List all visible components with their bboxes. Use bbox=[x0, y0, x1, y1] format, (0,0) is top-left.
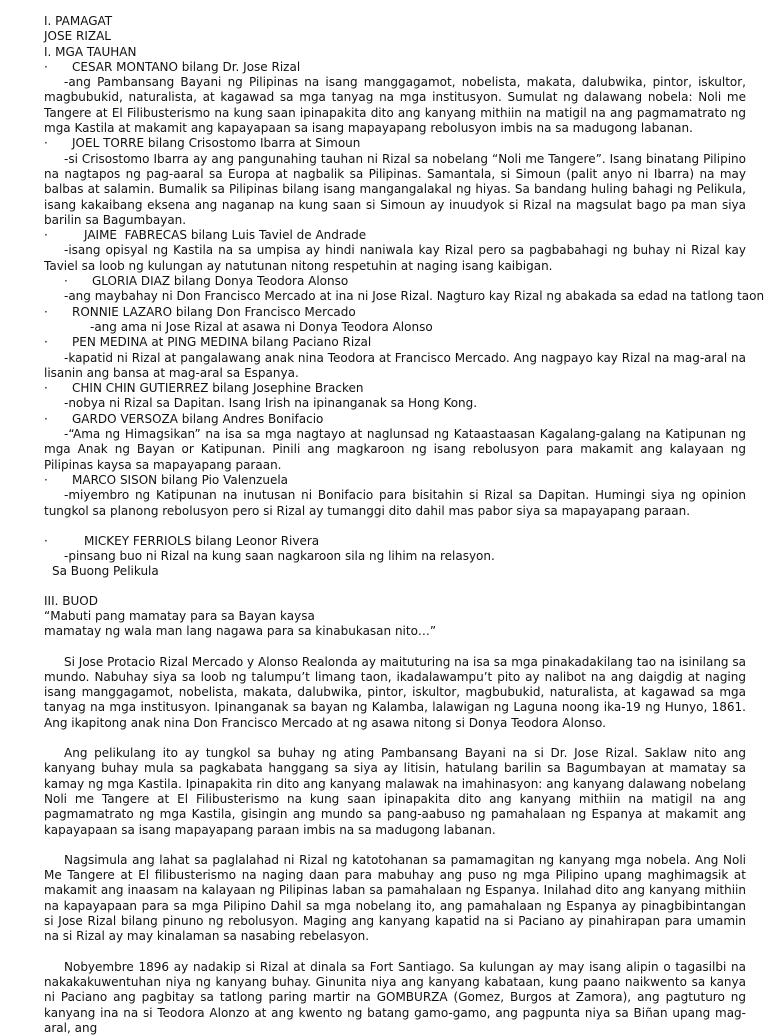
bullet-icon: · bbox=[44, 335, 48, 350]
cast-name-text: GLORIA DIAZ bilang Donya Teodora Alonso bbox=[92, 274, 349, 289]
spacer bbox=[44, 945, 746, 960]
bullet-icon: · bbox=[44, 411, 48, 426]
cast-name-text: MICKEY FERRIOLS bilang Leonor Rivera bbox=[84, 533, 320, 548]
cast-name bbox=[44, 228, 746, 243]
bullet-icon: · bbox=[64, 274, 68, 289]
quote-line: “Mabuti pang mamatay para sa Bayan kaysa bbox=[44, 608, 315, 623]
summary-paragraph: Nagsimula ang lahat sa paglalahad ni Rizal ng katotohanan sa pamamagitan ng kanyang mga nobela. Ang Noli Me Tangere at El filibusterismo na naging daan para mabuhay ang puso ng mga Pilipino upang maghimagsik at makamit ang inaasam na kalayaan ng Pilipinas laban sa pamahalaan ng Espanya. Inilahad dito ang kanyang mithiin na kapayapaan para sa mga Pilipino Dahil sa mga nobelang ito, ang pamahalaan ng Espanya ay pinagbibintangan si Jose Rizal bilang pinuno ng rebolusyon. Maging ang kanyang kapatid na si Paciano ay pinahirapan para umamin na si Rizal ay may kinalaman sa nasabing rebelasyon. bbox=[44, 852, 746, 944]
spacer bbox=[44, 519, 746, 534]
cast-name bbox=[44, 335, 746, 350]
cast-name-text: PEN MEDINA at PING MEDINA bilang Paciano Rizal bbox=[72, 335, 372, 350]
cast-description: -nobya ni Rizal sa Dapitan. Isang Irish na ipinanganak sa Hong Kong. bbox=[64, 396, 478, 411]
summary-paragraph: Si Jose Protacio Rizal Mercado y Alonso Realonda ay maituturing na isa sa mga pinakadakilang tao na isinilang sa mundo. Nabuhay siya sa loob ng talumpu’t limang taon, ikadalawampu’t pito ay nalibot na ang daigdig at naging isang manggagamot, nobelista, makata, dalubwika, pintor, iskultor, magbubukid, naturalista, at kagawad sa mga tanyag na mga institusyon. Ipinanganak sa bayan ng Kalamba, lalawigan ng Laguna noong ika-19 ng Hunyo, 1861. Ang ikapitong anak nina Don Francisco Mercado at ng asawa nitong si Donya Teodora Alonso. bbox=[44, 654, 746, 730]
cast-description: -si Crisostomo Ibarra ay ang pangunahing tauhan ni Rizal sa nobelang “Noli me Tangere”. Isang binatang Pilipino na nagtapos ng pag-aaral sa Europa at nagbalik sa Pilipinas. Samantala, si Simoun (palit anyo ni Ibarra) na may balbas at salamin. Bumalik sa Pilipinas bilang isang mangangalakal ng hiyas. Sa bandang huling bahagi ng Pelikula, isang kakaibang eksena ang naganap na kung saan si Simoun ay inuudyok si Rizal na magsulat bago pa man siya barilin sa Bagumbayan. bbox=[44, 151, 746, 227]
cast-description: -ang Pambansang Bayani ng Pilipinas na isang manggagamot, nobelista, makata, dalubwika, pintor, iskultor, magbubukid, naturalista, at kagawad sa mga tanyag na mga institusyon. Sumulat ng dalawang nobela: Noli me Tangere at El Filibusterismo na kung saan ipinapakita dito ang kanyang mithiin na matigil na ang pagmamatrato ng mga Kastila at makamit ang kapayapaan sa isang mapayapang rebolusyon imbis na sa madugong labanan. bbox=[44, 75, 746, 136]
spacer bbox=[44, 838, 746, 853]
quote-line: mamatay ng wala man lang nagawa para sa kinabukasan nito…” bbox=[44, 624, 437, 639]
cast-name-text: RONNIE LAZARO bilang Don Francisco Mercado bbox=[72, 304, 356, 319]
cast-name bbox=[44, 60, 746, 75]
bullet-icon: · bbox=[44, 136, 48, 151]
cast-description: -“Ama ng Himagsikan” na isa sa mga nagtayo at naglunsad ng Kataastaasan Kagalang-galang na Katipunan ng mga Anak ng Bayan or Katipunan. Pinili ang magkaroon ng isang rebolusyon para makamit ang kalayaan ng Pilipinas kaysa sa mapayapang paraan. bbox=[44, 427, 746, 472]
summary-paragraph: Ang pelikulang ito ay tungkol sa buhay ng ating Pambansang Bayani na si Dr. Jose Rizal. Saklaw nito ang kanyang buhay mula sa pagkabata hanggang sa siya ay litisin, hatulang barilin sa Bagumbayan at mamatay sa kamay ng mga Kastila. Ipinapakita rin dito ang kanyang malawak na imahinasyon: ang kanyang dalawang nobelang Noli me Tangere at El Filibusterismo na kung saan ipinapakita dito ang kanyang mithiin na matigil na ang pagmamatrato ng mga Kastila, gisingin ang mundo sa pang-aabuso ng pamahalaan ng Espanya at makamit ang kapayapaan sa isang mapayapang paraan imbis na sa madugong labanan. bbox=[44, 746, 746, 837]
cast-name bbox=[44, 534, 746, 549]
bullet-icon: · bbox=[44, 304, 48, 319]
section-heading-buod: III. BUOD bbox=[44, 593, 98, 608]
spacer bbox=[44, 640, 746, 655]
cast-name bbox=[44, 274, 746, 289]
cast-name bbox=[44, 473, 746, 488]
bullet-icon: · bbox=[44, 228, 48, 243]
cast-name-text: JAIME FABRECAS bilang Luis Taviel de Andrade bbox=[84, 228, 367, 243]
cast-description: -isang opisyal ng Kastila na sa umpisa ay hindi naniwala kay Rizal pero sa pagbabahagi ng buhay ni Rizal kay Taviel sa loob ng kulungan ay natutunan nitong respetuhin at naging isang kaibigan. bbox=[44, 243, 746, 273]
cast-description: -ang maybahay ni Don Francisco Mercado at ina ni Jose Rizal. Nagturo kay Rizal ng abakada sa edad na tatlong taon bbox=[64, 289, 765, 304]
section-heading-tauhan: I. MGA TAUHAN bbox=[44, 44, 137, 59]
cast-name bbox=[44, 381, 746, 396]
bullet-icon: · bbox=[44, 381, 48, 396]
bullet-icon: · bbox=[44, 472, 48, 487]
summary-paragraph: Nobyembre 1896 ay nadakip si Rizal at dinala sa Fort Santiago. Sa kulungan ay may isang alipin o tagasilbi na nakakakuwentuhan niya ng kanyang buhay. Ginunita niya ang kanyang kabataan, kung paano naikwento sa kanya ni Paciano ang pagbitay sa tatlong paring martir na GOMBURZA (Gomez, Burgos at Zamora), ang pagtuturo ng kanyang ina na si Teodora Alonzo at ang kwento ng batang gamo-gamo, ang pagpunta niya sa Biñan upang mag-aral, ang bbox=[44, 959, 746, 1035]
cast-name-text: CESAR MONTANO bilang Dr. Jose Rizal bbox=[72, 59, 301, 74]
cast-description: -kapatid ni Rizal at pangalawang anak nina Teodora at Francisco Mercado. Ang nagpayo kay Rizal na mag-aral na lisanin ang bansa at mag-aral sa Espanya. bbox=[44, 350, 746, 380]
section-heading-pamagat: I. PAMAGAT bbox=[44, 14, 113, 28]
spacer bbox=[44, 731, 746, 746]
bullet-icon: · bbox=[44, 533, 48, 548]
cast-name bbox=[44, 412, 746, 427]
title-jose-rizal: JOSE RIZAL bbox=[44, 29, 111, 44]
cast-name-text: CHIN CHIN GUTIERREZ bilang Josephine Bracken bbox=[72, 381, 364, 396]
cast-name bbox=[44, 136, 746, 151]
cast-name-text: MARCO SISON bilang Pio Valenzuela bbox=[72, 472, 289, 487]
cast-description: -miyembro ng Katipunan na inutusan ni Bonifacio para bisitahin si Rizal sa Dapitan. Humingi siya ng opinion tungkol sa planong rebolusyon pero si Rizal ay tumanggi dito dahil mas pabor siya sa mapayapang paraan. bbox=[44, 488, 746, 518]
bullet-icon: · bbox=[44, 59, 48, 74]
cast-name-text: GARDO VERSOZA bilang Andres Bonifacio bbox=[72, 411, 324, 426]
cast-name-text: JOEL TORRE bilang Crisostomo Ibarra at Simoun bbox=[72, 136, 361, 151]
cast-description: -ang ama ni Jose Rizal at asawa ni Donya Teodora Alonso bbox=[90, 319, 433, 334]
cast-name bbox=[44, 305, 746, 320]
spacer bbox=[44, 580, 746, 594]
cast-description: -pinsang buo ni Rizal na kung saan nagkaroon sila ng lihim na relasyon. bbox=[64, 549, 495, 564]
cast-footer: Sa Buong Pelikula bbox=[52, 564, 159, 579]
